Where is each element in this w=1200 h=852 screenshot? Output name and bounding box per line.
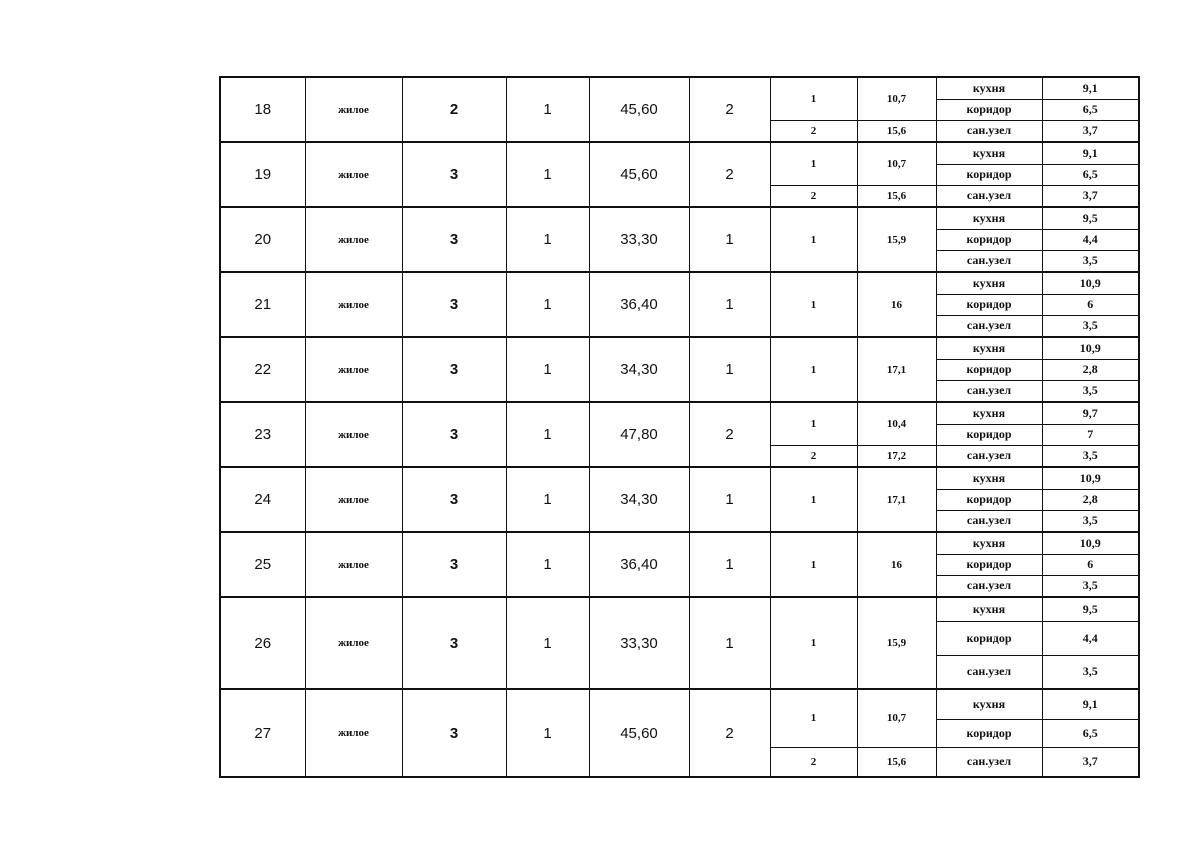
premises-type: жилое [305,532,402,597]
apartment-number: 24 [220,467,305,532]
aux-room-area: 9,1 [1042,77,1139,99]
column-4-value: 1 [506,467,589,532]
aux-room-name: кухня [936,337,1042,359]
room-count: 1 [689,207,770,272]
premises-type: жилое [305,142,402,207]
apartment-table-sheet [219,76,1138,776]
aux-room-area: 2,8 [1042,359,1139,380]
living-room-number: 1 [770,402,857,445]
floor-value: 3 [402,402,506,467]
living-room-number: 1 [770,597,857,689]
aux-room-area: 10,9 [1042,467,1139,489]
room-count: 2 [689,402,770,467]
aux-room-area: 9,1 [1042,689,1139,719]
living-room-area: 16 [857,272,936,337]
floor-value: 3 [402,532,506,597]
table-row [220,597,1139,621]
column-4-value: 1 [506,142,589,207]
floor-value: 3 [402,142,506,207]
aux-room-name: кухня [936,689,1042,719]
aux-room-area: 9,5 [1042,207,1139,229]
column-4-value: 1 [506,337,589,402]
living-room-number: 1 [770,689,857,747]
aux-room-area: 3,5 [1042,575,1139,597]
aux-room-area: 3,5 [1042,655,1139,689]
total-area: 45,60 [589,77,689,142]
total-area: 33,30 [589,597,689,689]
total-area: 33,30 [589,207,689,272]
aux-room-area: 6,5 [1042,164,1139,185]
living-room-number: 2 [770,185,857,207]
aux-room-area: 3,5 [1042,510,1139,532]
aux-room-name: кухня [936,77,1042,99]
aux-room-name: кухня [936,207,1042,229]
aux-room-area: 2,8 [1042,489,1139,510]
apartment-number: 27 [220,689,305,777]
aux-room-name: коридор [936,489,1042,510]
aux-room-area: 10,9 [1042,337,1139,359]
aux-room-name: коридор [936,424,1042,445]
total-area: 45,60 [589,689,689,777]
aux-room-name: сан.узел [936,445,1042,467]
aux-room-name: кухня [936,532,1042,554]
premises-type: жилое [305,402,402,467]
aux-room-name: сан.узел [936,120,1042,142]
aux-room-area: 10,9 [1042,272,1139,294]
living-room-number: 1 [770,337,857,402]
aux-room-name: сан.узел [936,655,1042,689]
table-row [220,689,1139,719]
table-row [220,467,1139,489]
table-row [220,532,1139,554]
apartment-table-body [220,77,1139,777]
aux-room-area: 3,5 [1042,445,1139,467]
living-room-area: 17,1 [857,467,936,532]
aux-room-area: 10,9 [1042,532,1139,554]
living-room-area: 10,4 [857,402,936,445]
premises-type: жилое [305,272,402,337]
column-4-value: 1 [506,207,589,272]
aux-room-name: сан.узел [936,380,1042,402]
living-room-number: 1 [770,77,857,120]
floor-value: 3 [402,207,506,272]
table-row [220,77,1139,99]
living-room-number: 1 [770,142,857,185]
room-count: 2 [689,142,770,207]
living-room-area: 17,2 [857,445,936,467]
living-room-number: 2 [770,445,857,467]
apartment-number: 21 [220,272,305,337]
total-area: 36,40 [589,532,689,597]
aux-room-area: 3,5 [1042,250,1139,272]
apartment-number: 18 [220,77,305,142]
aux-room-name: сан.узел [936,747,1042,777]
table-row [220,337,1139,359]
living-room-number: 2 [770,747,857,777]
column-4-value: 1 [506,402,589,467]
aux-room-name: кухня [936,272,1042,294]
living-room-area: 17,1 [857,337,936,402]
aux-room-area: 4,4 [1042,621,1139,655]
aux-room-area: 3,7 [1042,120,1139,142]
room-count: 1 [689,272,770,337]
floor-value: 3 [402,467,506,532]
floor-value: 3 [402,272,506,337]
aux-room-name: кухня [936,467,1042,489]
living-room-area: 15,9 [857,597,936,689]
aux-room-name: коридор [936,621,1042,655]
aux-room-area: 4,4 [1042,229,1139,250]
table-row [220,207,1139,229]
living-room-area: 15,6 [857,185,936,207]
aux-room-area: 6,5 [1042,719,1139,747]
aux-room-name: кухня [936,142,1042,164]
premises-type: жилое [305,77,402,142]
apartment-number: 19 [220,142,305,207]
premises-type: жилое [305,207,402,272]
aux-room-name: коридор [936,554,1042,575]
apartment-table [219,76,1140,778]
total-area: 34,30 [589,467,689,532]
aux-room-name: сан.узел [936,250,1042,272]
living-room-number: 1 [770,467,857,532]
premises-type: жилое [305,689,402,777]
living-room-number: 1 [770,532,857,597]
aux-room-name: коридор [936,229,1042,250]
living-room-area: 15,9 [857,207,936,272]
room-count: 2 [689,689,770,777]
aux-room-name: коридор [936,359,1042,380]
living-room-number: 1 [770,207,857,272]
total-area: 34,30 [589,337,689,402]
room-count: 1 [689,337,770,402]
apartment-number: 25 [220,532,305,597]
column-4-value: 1 [506,532,589,597]
premises-type: жилое [305,597,402,689]
apartment-number: 20 [220,207,305,272]
total-area: 47,80 [589,402,689,467]
total-area: 36,40 [589,272,689,337]
column-4-value: 1 [506,689,589,777]
aux-room-area: 3,7 [1042,185,1139,207]
aux-room-name: сан.узел [936,575,1042,597]
aux-room-area: 6 [1042,294,1139,315]
premises-type: жилое [305,467,402,532]
floor-value: 3 [402,597,506,689]
aux-room-area: 6 [1042,554,1139,575]
floor-value: 3 [402,337,506,402]
column-4-value: 1 [506,272,589,337]
room-count: 1 [689,467,770,532]
room-count: 1 [689,532,770,597]
floor-value: 3 [402,689,506,777]
table-row [220,272,1139,294]
aux-room-area: 6,5 [1042,99,1139,120]
floor-value: 2 [402,77,506,142]
aux-room-name: кухня [936,402,1042,424]
apartment-number: 26 [220,597,305,689]
aux-room-area: 9,1 [1042,142,1139,164]
living-room-area: 15,6 [857,747,936,777]
aux-room-area: 7 [1042,424,1139,445]
apartment-number: 22 [220,337,305,402]
premises-type: жилое [305,337,402,402]
aux-room-name: сан.узел [936,510,1042,532]
aux-room-name: сан.узел [936,315,1042,337]
table-row [220,402,1139,424]
aux-room-name: коридор [936,164,1042,185]
aux-room-name: сан.узел [936,185,1042,207]
living-room-area: 10,7 [857,689,936,747]
apartment-number: 23 [220,402,305,467]
column-4-value: 1 [506,77,589,142]
aux-room-name: коридор [936,294,1042,315]
living-room-number: 2 [770,120,857,142]
room-count: 1 [689,597,770,689]
column-4-value: 1 [506,597,589,689]
living-room-area: 16 [857,532,936,597]
aux-room-area: 3,5 [1042,315,1139,337]
living-room-area: 10,7 [857,142,936,185]
aux-room-area: 3,7 [1042,747,1139,777]
living-room-number: 1 [770,272,857,337]
living-room-area: 10,7 [857,77,936,120]
total-area: 45,60 [589,142,689,207]
aux-room-name: кухня [936,597,1042,621]
living-room-area: 15,6 [857,120,936,142]
aux-room-area: 9,5 [1042,597,1139,621]
aux-room-area: 9,7 [1042,402,1139,424]
aux-room-area: 3,5 [1042,380,1139,402]
aux-room-name: коридор [936,719,1042,747]
table-row [220,142,1139,164]
aux-room-name: коридор [936,99,1042,120]
room-count: 2 [689,77,770,142]
